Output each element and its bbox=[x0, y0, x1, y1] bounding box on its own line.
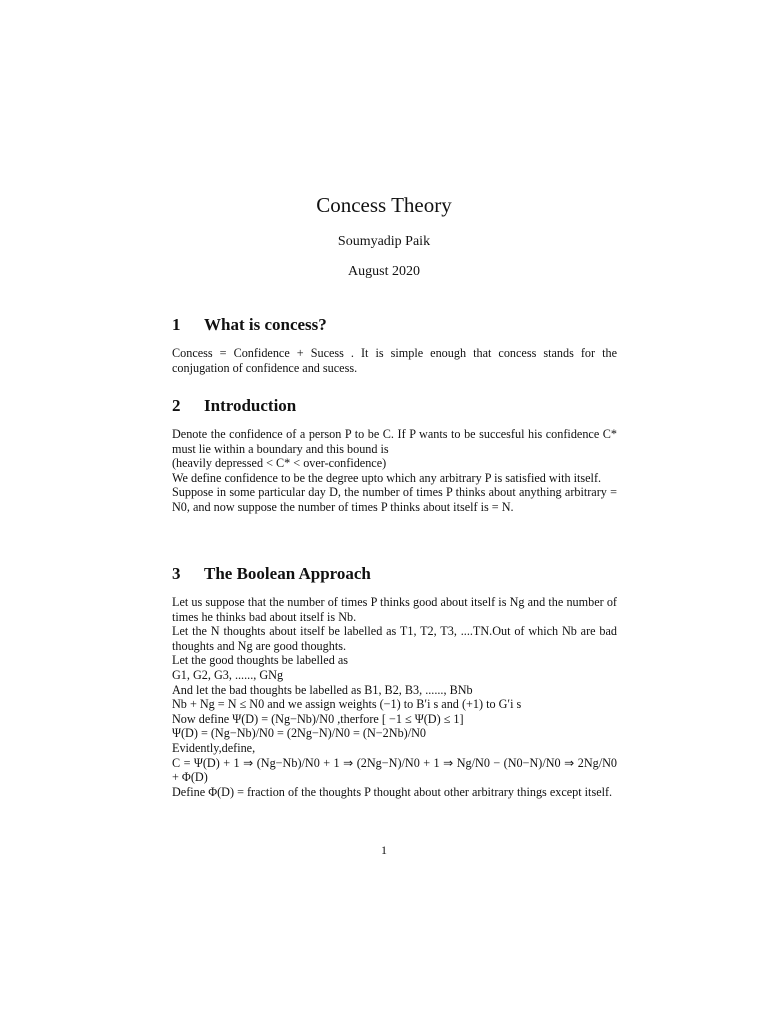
section-3-line: Let us suppose that the number of times P thinks good about itself is Ng and the number of times he thinks bad about itself is Nb. bbox=[172, 595, 617, 624]
section-3-line: Now define Ψ(D) = (Ng−Nb)/N0 ,therfore [ −1 ≤ Ψ(D) ≤ 1] bbox=[172, 711, 464, 726]
paper-date: August 2020 bbox=[348, 264, 420, 279]
section-3-line: Ψ(D) = (Ng−Nb)/N0 = (2Ng−N)/N0 = (N−2Nb)/N0 bbox=[172, 726, 426, 741]
section-2-body bbox=[172, 427, 617, 515]
section-3-body bbox=[172, 595, 617, 799]
page-number: 1 bbox=[381, 843, 387, 857]
section-1-paragraph: Concess = Confidence + Sucess . It is simple enough that concess stands for the conjugation of confidence and sucess. bbox=[172, 346, 617, 375]
section-2-line: Suppose in some particular day D, the number of times P thinks about anything arbitrary = N0, and now suppose the number of times P thinks about itself is = N. bbox=[172, 485, 617, 514]
section-1-body bbox=[172, 346, 617, 375]
section-title: The Boolean Approach bbox=[204, 564, 371, 583]
paper-title: Concess Theory bbox=[316, 193, 452, 217]
section-number: 2 bbox=[172, 396, 181, 415]
section-2-line: (heavily depressed < C* < over-confidence) bbox=[172, 456, 387, 471]
section-number: 1 bbox=[172, 315, 181, 334]
section-2-heading bbox=[172, 396, 296, 416]
section-3-line: And let the bad thoughts be labelled as B1, B2, B3, ......, BNb bbox=[172, 682, 473, 697]
section-3-line: Let the good thoughts be labelled as bbox=[172, 653, 348, 668]
section-3-line: Define Φ(D) = fraction of the thoughts P thought about other arbitrary things except itself. bbox=[172, 784, 613, 799]
section-3-line: Nb + Ng = N ≤ N0 and we assign weights (−1) to B′i s and (+1) to G′i s bbox=[172, 697, 522, 712]
section-3-line: C = Ψ(D) + 1 ⇒ (Ng−Nb)/N0 + 1 ⇒ (2Ng−N)/N0 + 1 ⇒ Ng/N0 − (N0−N)/N0 ⇒ 2Ng/N0 + Φ(D) bbox=[172, 755, 617, 785]
section-2-line: Denote the confidence of a person P to be C. If P wants to be succesful his confidence C* must lie within a boundary and this bound is bbox=[172, 427, 617, 456]
section-2-line: We define confidence to be the degree upto which any arbitrary P is satisfied with itself. bbox=[172, 470, 602, 485]
section-3-line: G1, G2, G3, ......, GNg bbox=[172, 667, 284, 682]
section-3-line: Let the N thoughts about itself be labelled as T1, T2, T3, ....TN.Out of which Nb are bad thoughts and Ng are good thoughts. bbox=[172, 624, 617, 653]
section-1-heading bbox=[172, 315, 327, 335]
section-title: Introduction bbox=[204, 396, 297, 415]
section-3-heading bbox=[172, 564, 371, 584]
section-3-line: Evidently,define, bbox=[172, 740, 256, 755]
section-title: What is concess? bbox=[204, 315, 327, 334]
paper-author: Soumyadip Paik bbox=[337, 234, 431, 249]
section-number: 3 bbox=[172, 564, 181, 583]
